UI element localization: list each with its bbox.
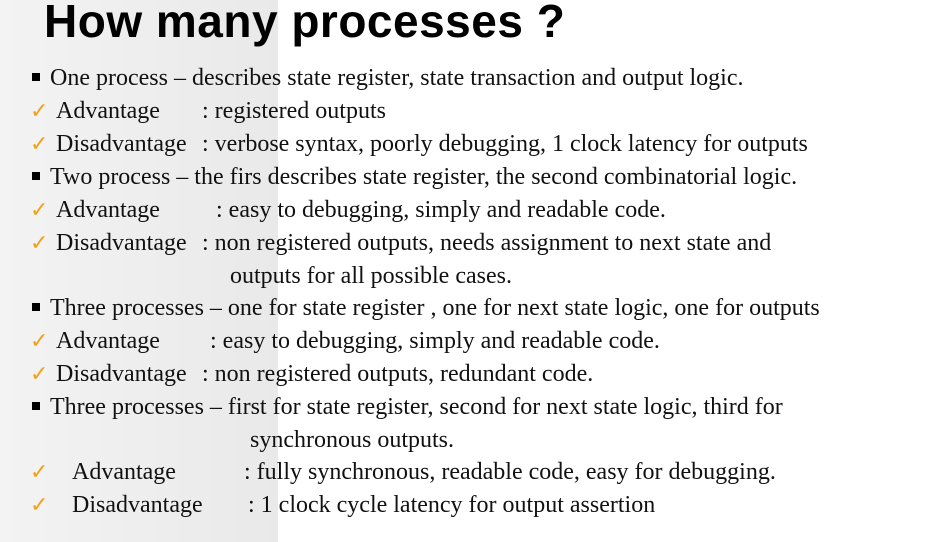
item-text: Two process – the firs describes state register, the second combinatorial logic. bbox=[50, 164, 798, 190]
square-bullet-icon bbox=[32, 303, 40, 311]
item-label: Advantage bbox=[56, 328, 160, 354]
list-item-three-process-b-continued bbox=[30, 424, 951, 456]
check-icon: ✓ bbox=[30, 493, 49, 518]
item-text: : fully synchronous, readable code, easy for debugging. bbox=[244, 459, 776, 485]
item-text: : easy to debugging, simply and readable code. bbox=[216, 197, 666, 223]
check-icon: ✓ bbox=[30, 329, 49, 354]
item-text: : non registered outputs, needs assignment to next state and bbox=[202, 230, 772, 256]
check-icon: ✓ bbox=[30, 132, 49, 157]
check-icon: ✓ bbox=[30, 460, 49, 485]
square-bullet-icon bbox=[32, 172, 40, 180]
item-text: : registered outputs bbox=[202, 98, 386, 124]
item-text: synchronous outputs. bbox=[250, 427, 454, 453]
list-item-three-process-b bbox=[30, 391, 951, 424]
item-text: outputs for all possible cases. bbox=[230, 263, 512, 289]
item-label: Disadvantage bbox=[56, 230, 187, 256]
list-item-one-process bbox=[30, 62, 951, 95]
item-text: Three processes – first for state register, second for next state logic, third for bbox=[50, 394, 783, 420]
list-item-p2-advantage bbox=[30, 194, 951, 227]
check-icon: ✓ bbox=[30, 231, 49, 256]
list-item-p3-disadvantage bbox=[30, 358, 951, 391]
check-icon: ✓ bbox=[30, 362, 49, 387]
square-bullet-icon bbox=[32, 402, 40, 410]
list-item-three-process-a bbox=[30, 292, 951, 325]
list-item-p2-disadvantage-continued bbox=[30, 260, 951, 292]
item-text: : non registered outputs, redundant code. bbox=[202, 361, 594, 387]
list-item-p4-disadvantage bbox=[30, 489, 951, 522]
list-item-p3-advantage bbox=[30, 325, 951, 358]
check-icon: ✓ bbox=[30, 198, 49, 223]
list-item-p1-advantage bbox=[30, 95, 951, 128]
list-item-p1-disadvantage bbox=[30, 128, 951, 161]
square-bullet-icon bbox=[32, 73, 40, 81]
check-icon: ✓ bbox=[30, 99, 49, 124]
item-label: Advantage bbox=[56, 98, 160, 124]
slide-content bbox=[30, 62, 951, 522]
list-item-p2-disadvantage bbox=[30, 227, 951, 260]
item-text: : verbose syntax, poorly debugging, 1 clock latency for outputs bbox=[202, 131, 808, 157]
item-label: Disadvantage bbox=[56, 361, 187, 387]
item-label: Advantage bbox=[56, 197, 160, 223]
item-label: Advantage bbox=[72, 459, 176, 485]
list-item-p4-advantage bbox=[30, 456, 951, 489]
item-text: : easy to debugging, simply and readable code. bbox=[210, 328, 660, 354]
slide-title: How many processes ? bbox=[44, 0, 566, 47]
item-text: One process – describes state register, state transaction and output logic. bbox=[50, 65, 744, 91]
list-item-two-process bbox=[30, 161, 951, 194]
item-label: Disadvantage bbox=[72, 492, 203, 518]
item-text: : 1 clock cycle latency for output assertion bbox=[248, 492, 656, 518]
item-text: Three processes – one for state register , one for next state logic, one for outputs bbox=[50, 295, 820, 321]
item-label: Disadvantage bbox=[56, 131, 187, 157]
